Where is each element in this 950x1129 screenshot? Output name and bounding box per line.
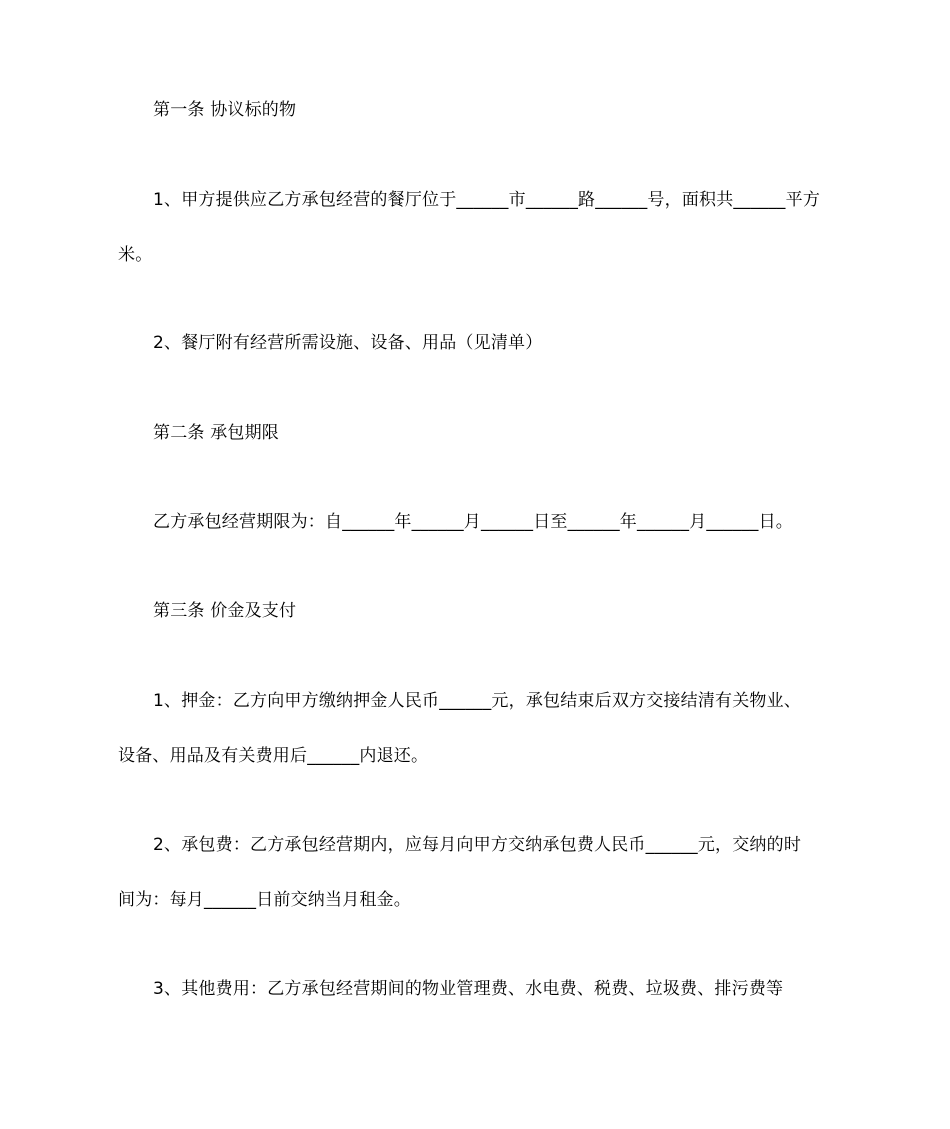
article-1-clause-1-continued: 米。 [118, 245, 153, 265]
article-3-clause-2-continued: 间为：每月______日前交纳当月租金。 [118, 890, 411, 910]
article-1-heading: 第一条 协议标的物 [153, 100, 297, 120]
article-3-clause-1-continued: 设备、用品及有关费用后______内退还。 [118, 746, 429, 766]
article-3-heading: 第三条 价金及支付 [153, 601, 297, 621]
article-3-clause-3: 3、其他费用：乙方承包经营期间的物业管理费、水电费、税费、垃圾费、排污费等 [153, 979, 784, 999]
article-1-clause-1: 1、甲方提供应乙方承包经营的餐厅位于______市______路______号，面积共______平方 [153, 190, 821, 210]
article-1-clause-2: 2、餐厅附有经营所需设施、设备、用品（见清单） [153, 333, 543, 353]
article-3-clause-2: 2、承包费：乙方承包经营期内，应每月向甲方交纳承包费人民币______元，交纳的时 [153, 835, 802, 855]
article-2-term: 乙方承包经营期限为：自______年______月______日至______年______月______日。 [153, 512, 793, 532]
article-2-heading: 第二条 承包期限 [153, 423, 280, 443]
article-3-clause-1: 1、押金：乙方向甲方缴纳押金人民币______元，承包结束后双方交接结清有关物业、 [153, 691, 802, 711]
